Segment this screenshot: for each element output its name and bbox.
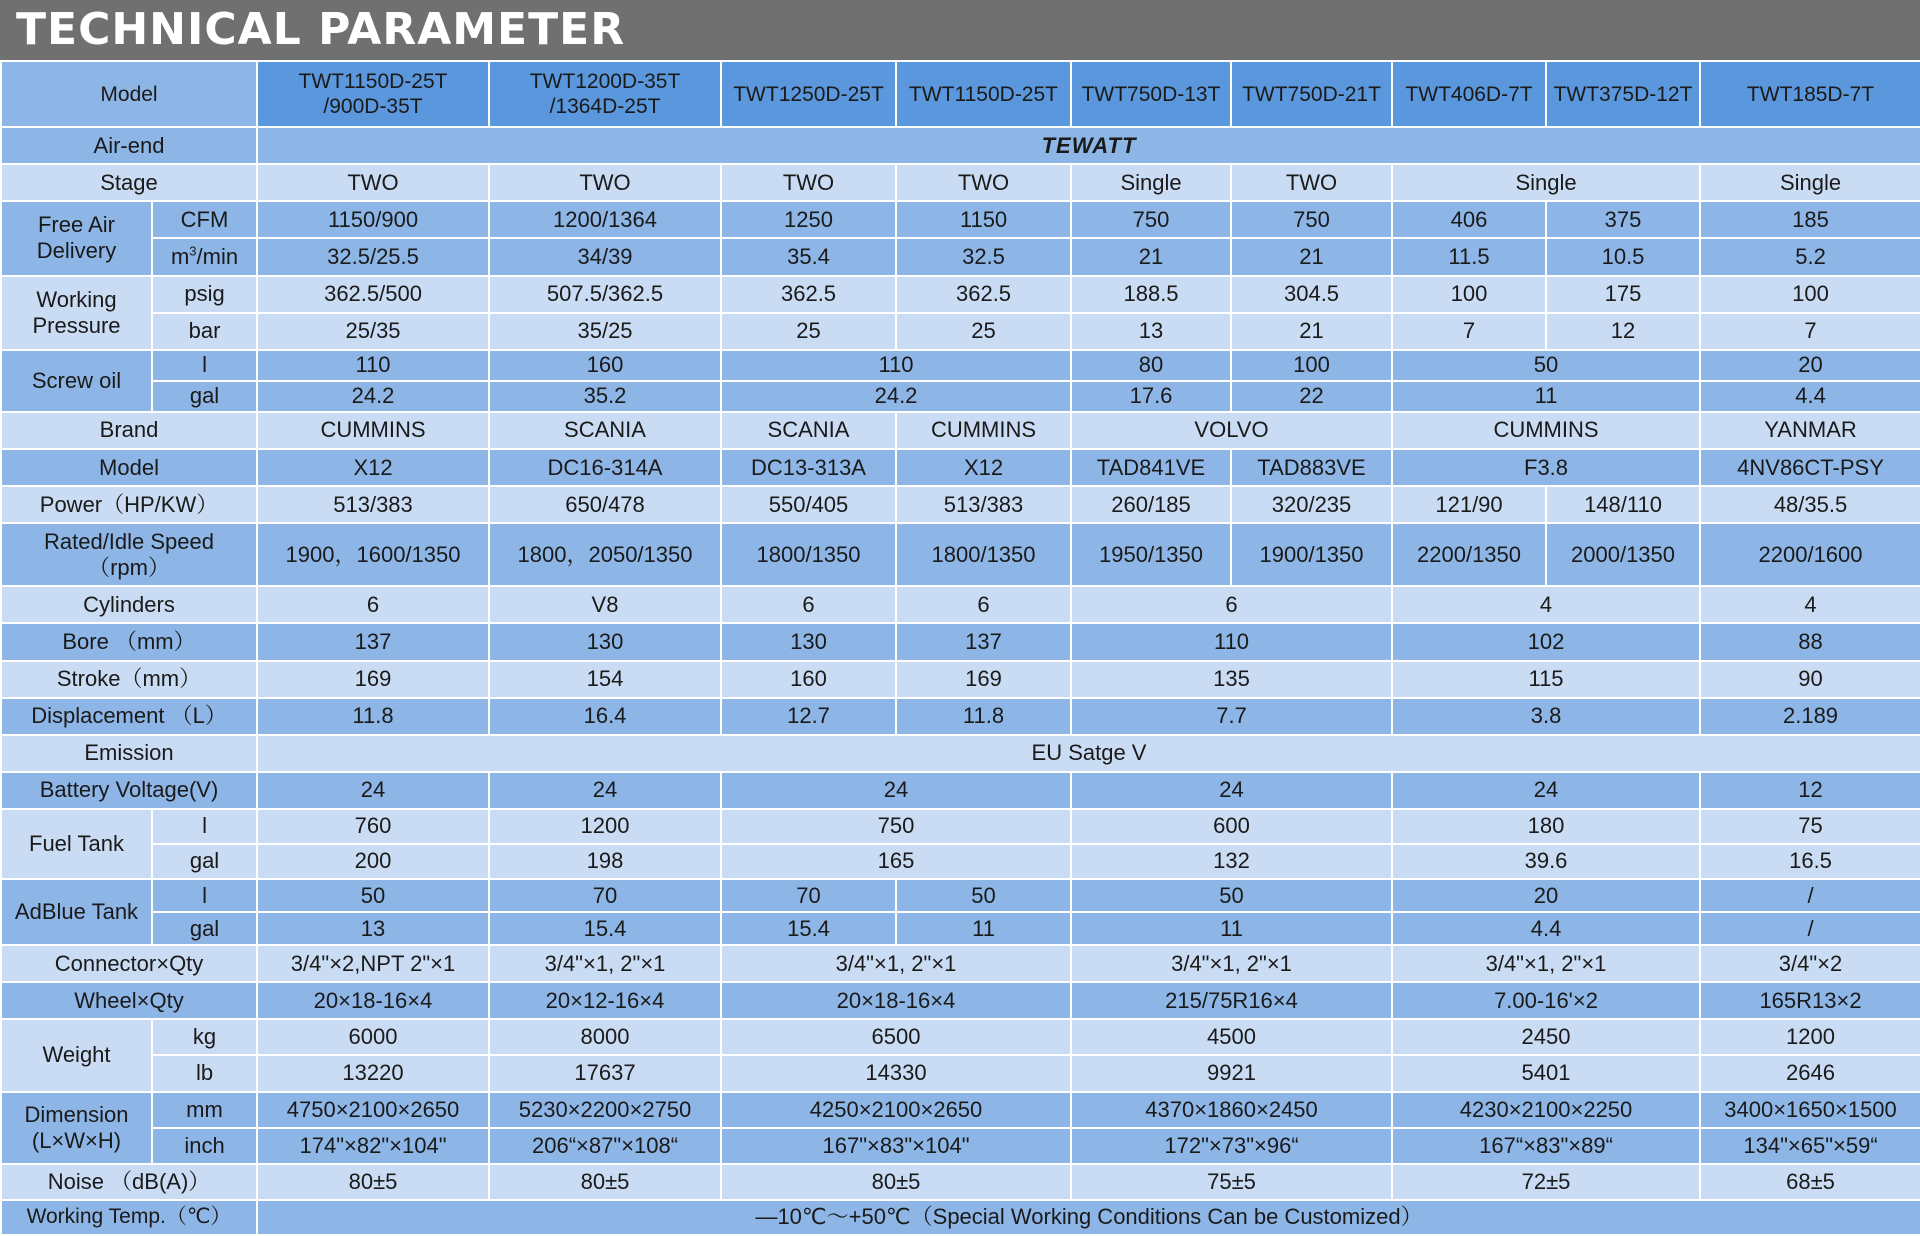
model-cell: TWT1250D-25T — [721, 61, 896, 127]
cell: 3/4"×1, 2"×1 — [721, 945, 1071, 982]
row-label: Wheel×Qty — [1, 982, 257, 1019]
cell: 20×12-16×4 — [489, 982, 721, 1019]
cell: 1250 — [721, 201, 896, 238]
cell: 760 — [257, 809, 489, 844]
cell: 4230×2100×2250 — [1392, 1092, 1700, 1128]
row-label: Fuel Tank — [1, 809, 152, 879]
cell: 1950/1350 — [1071, 523, 1231, 586]
model-cell: TWT375D-12T — [1546, 61, 1700, 127]
unit-tail: /min — [196, 243, 239, 269]
cell: 3/4"×2 — [1700, 945, 1920, 982]
cell: 5230×2200×2750 — [489, 1092, 721, 1128]
cell: 24 — [257, 772, 489, 809]
unit-label: CFM — [152, 201, 257, 238]
cell: 3400×1650×1500 — [1700, 1092, 1920, 1128]
cell: 48/35.5 — [1700, 486, 1920, 523]
cell: 20×18-16×4 — [721, 982, 1071, 1019]
fuel-gal-row — [1, 844, 1920, 879]
cell: 100 — [1231, 350, 1392, 381]
cell: Single — [1700, 164, 1920, 201]
cell: 406 — [1392, 201, 1546, 238]
row-label: Working Temp.（℃） — [1, 1200, 257, 1235]
adblue-gal-row — [1, 912, 1920, 945]
cell: TWO — [721, 164, 896, 201]
cell: 20×18-16×4 — [257, 982, 489, 1019]
dimension-inch-row — [1, 1128, 1920, 1164]
cell: 20 — [1392, 879, 1700, 912]
temp-row — [1, 1200, 1920, 1235]
cell: 102 — [1392, 623, 1700, 660]
cell: 4 — [1700, 586, 1920, 623]
cell: 130 — [489, 623, 721, 660]
weight-lb-row — [1, 1055, 1920, 1091]
cell: 11 — [1392, 381, 1700, 412]
cell: 50 — [1071, 879, 1392, 912]
unit-base: m — [170, 243, 190, 269]
cell: 32.5/25.5 — [257, 238, 489, 275]
cell: 6 — [1071, 586, 1392, 623]
cell: YANMAR — [1700, 412, 1920, 449]
cell: 100 — [1392, 276, 1546, 313]
weight-kg-row — [1, 1019, 1920, 1055]
cell: 750 — [1231, 201, 1392, 238]
row-label: Noise （dB(A)） — [1, 1164, 257, 1200]
row-label: Working Pressure — [1, 276, 152, 350]
cell: 7.7 — [1071, 698, 1392, 735]
row-label: Displacement （L） — [1, 698, 257, 735]
cell: 13 — [1071, 313, 1231, 350]
cell: 24 — [1392, 772, 1700, 809]
unit-label: mm — [152, 1092, 257, 1128]
row-label: Stroke（mm） — [1, 661, 257, 698]
cell: 160 — [489, 350, 721, 381]
cell: 110 — [257, 350, 489, 381]
cell: —10℃～+50℃（Special Working Conditions Can be Customized） — [257, 1200, 1920, 1235]
row-label: Model — [1, 449, 257, 486]
cell: 169 — [896, 661, 1071, 698]
unit-label: lb — [152, 1055, 257, 1091]
cell: 362.5/500 — [257, 276, 489, 313]
model-cell: TWT1200D-35T /1364D-25T — [489, 61, 721, 127]
oil-gal-row — [1, 381, 1920, 412]
cell: Single — [1392, 164, 1700, 201]
cell: 137 — [896, 623, 1071, 660]
cell: 2200/1600 — [1700, 523, 1920, 586]
model-cell: TWT750D-21T — [1231, 61, 1392, 127]
oil-l-row — [1, 350, 1920, 381]
row-label: Bore （mm） — [1, 623, 257, 660]
row-label: Screw oil — [1, 350, 152, 412]
bore-row — [1, 623, 1920, 660]
cell: 4250×2100×2650 — [721, 1092, 1071, 1128]
cell: 115 — [1392, 661, 1700, 698]
cell: 550/405 — [721, 486, 896, 523]
cell: 7 — [1392, 313, 1546, 350]
cell: 134"×65"×59“ — [1700, 1128, 1920, 1164]
cell: 600 — [1071, 809, 1392, 844]
cell: 4.4 — [1700, 381, 1920, 412]
cell: 167"×83"×104" — [721, 1128, 1071, 1164]
cell: 6 — [257, 586, 489, 623]
cell: 16.4 — [489, 698, 721, 735]
cell: 80±5 — [489, 1164, 721, 1200]
cell: 260/185 — [1071, 486, 1231, 523]
cell: 198 — [489, 844, 721, 879]
cell: 3/4"×2,NPT 2"×1 — [257, 945, 489, 982]
cell: 1200/1364 — [489, 201, 721, 238]
cell: 200 — [257, 844, 489, 879]
cell: 650/478 — [489, 486, 721, 523]
cell: 15.4 — [489, 912, 721, 945]
row-label: Cylinders — [1, 586, 257, 623]
cell: 68±5 — [1700, 1164, 1920, 1200]
cell: 13220 — [257, 1055, 489, 1091]
cell: 12.7 — [721, 698, 896, 735]
noise-row — [1, 1164, 1920, 1200]
cell: 12 — [1700, 772, 1920, 809]
speed-row — [1, 523, 1920, 586]
cell: 75 — [1700, 809, 1920, 844]
cell: 24 — [721, 772, 1071, 809]
cell: 24 — [489, 772, 721, 809]
cell: TWO — [1231, 164, 1392, 201]
cell: 137 — [257, 623, 489, 660]
cell: 35.2 — [489, 381, 721, 412]
cell: 11.5 — [1392, 238, 1546, 275]
cell: 507.5/362.5 — [489, 276, 721, 313]
cell: TWO — [896, 164, 1071, 201]
cell: 513/383 — [257, 486, 489, 523]
cell: V8 — [489, 586, 721, 623]
unit-superscript: 3 — [189, 243, 197, 259]
cell: 6000 — [257, 1019, 489, 1055]
cell: DC16-314A — [489, 449, 721, 486]
cell: 4750×2100×2650 — [257, 1092, 489, 1128]
cell: 132 — [1071, 844, 1392, 879]
cell: 15.4 — [721, 912, 896, 945]
cell: 35.4 — [721, 238, 896, 275]
cell: TWO — [257, 164, 489, 201]
cell: 188.5 — [1071, 276, 1231, 313]
cell: 175 — [1546, 276, 1700, 313]
cell: 1200 — [489, 809, 721, 844]
cell: 80 — [1071, 350, 1231, 381]
cell: 750 — [721, 809, 1071, 844]
cell: 2646 — [1700, 1055, 1920, 1091]
unit-label: gal — [152, 844, 257, 879]
cell: 513/383 — [896, 486, 1071, 523]
cell: / — [1700, 879, 1920, 912]
cell: 24 — [1071, 772, 1392, 809]
cell: 72±5 — [1392, 1164, 1700, 1200]
cell: 1900/1350 — [1231, 523, 1392, 586]
cell: 2200/1350 — [1392, 523, 1546, 586]
cell: 25 — [896, 313, 1071, 350]
engine-model-row — [1, 449, 1920, 486]
cell: 1150/900 — [257, 201, 489, 238]
cell: 165 — [721, 844, 1071, 879]
cell: 88 — [1700, 623, 1920, 660]
cell: 11.8 — [257, 698, 489, 735]
cell: 7 — [1700, 313, 1920, 350]
cell: 4.4 — [1392, 912, 1700, 945]
technical-parameter-table — [0, 60, 1920, 1236]
cell: 6 — [721, 586, 896, 623]
cell: CUMMINS — [1392, 412, 1700, 449]
cell: 14330 — [721, 1055, 1071, 1091]
cell: 17.6 — [1071, 381, 1231, 412]
cell: 160 — [721, 661, 896, 698]
row-label: Weight — [1, 1019, 152, 1091]
cell: SCANIA — [489, 412, 721, 449]
cell: TAD883VE — [1231, 449, 1392, 486]
cell: 6 — [896, 586, 1071, 623]
cell: TAD841VE — [1071, 449, 1231, 486]
cell: Single — [1071, 164, 1231, 201]
stage-row — [1, 164, 1920, 201]
row-label: Air-end — [1, 127, 257, 164]
cell: 21 — [1231, 238, 1392, 275]
cell: 11 — [1071, 912, 1392, 945]
cell: 17637 — [489, 1055, 721, 1091]
cell: 4500 — [1071, 1019, 1392, 1055]
unit-label: l — [152, 350, 257, 381]
cell: SCANIA — [721, 412, 896, 449]
cylinders-row — [1, 586, 1920, 623]
cell: 3/4"×1, 2"×1 — [489, 945, 721, 982]
cell: 100 — [1700, 276, 1920, 313]
cell: 1200 — [1700, 1019, 1920, 1055]
unit-label: l — [152, 879, 257, 912]
row-label: Brand — [1, 412, 257, 449]
cell: 320/235 — [1231, 486, 1392, 523]
cell: 110 — [721, 350, 1071, 381]
cell: EU Satge V — [257, 735, 1920, 772]
cell: 5401 — [1392, 1055, 1700, 1091]
cell: VOLVO — [1071, 412, 1392, 449]
displacement-row — [1, 698, 1920, 735]
cell: 9921 — [1071, 1055, 1392, 1091]
cell: 1800/1350 — [721, 523, 896, 586]
cell: 1800，2050/1350 — [489, 523, 721, 586]
cell: 21 — [1071, 238, 1231, 275]
page-title: TECHNICAL PARAMETER — [0, 0, 1920, 60]
model-cell: TWT750D-13T — [1071, 61, 1231, 127]
cell: 80±5 — [257, 1164, 489, 1200]
cell: 3/4"×1, 2"×1 — [1392, 945, 1700, 982]
row-label: Emission — [1, 735, 257, 772]
cell: 10.5 — [1546, 238, 1700, 275]
cell: 5.2 — [1700, 238, 1920, 275]
cell: 206“×87"×108“ — [489, 1128, 721, 1164]
cell: 80±5 — [721, 1164, 1071, 1200]
brand-row — [1, 412, 1920, 449]
unit-label: psig — [152, 276, 257, 313]
row-label: Battery Voltage(V) — [1, 772, 257, 809]
cell: 4370×1860×2450 — [1071, 1092, 1392, 1128]
wp-bar-row — [1, 313, 1920, 350]
cell: 35/25 — [489, 313, 721, 350]
model-cell: TWT406D-7T — [1392, 61, 1546, 127]
wp-psig-row — [1, 276, 1920, 313]
cell: 16.5 — [1700, 844, 1920, 879]
row-label: Power（HP/KW） — [1, 486, 257, 523]
row-label: Dimension (L×W×H) — [1, 1092, 152, 1164]
cell: CUMMINS — [896, 412, 1071, 449]
cell: 11.8 — [896, 698, 1071, 735]
row-label: Free Air Delivery — [1, 201, 152, 275]
adblue-l-row — [1, 879, 1920, 912]
cell: 24.2 — [721, 381, 1071, 412]
cell: 1900，1600/1350 — [257, 523, 489, 586]
power-row — [1, 486, 1920, 523]
cell: 50 — [896, 879, 1071, 912]
airend-row — [1, 127, 1920, 164]
cell: 70 — [489, 879, 721, 912]
cell: 3/4"×1, 2"×1 — [1071, 945, 1392, 982]
cell: 50 — [257, 879, 489, 912]
cell: 2.189 — [1700, 698, 1920, 735]
fad-m3-row — [1, 238, 1920, 275]
fad-cfm-row — [1, 201, 1920, 238]
cell: 4 — [1392, 586, 1700, 623]
cell: 1150 — [896, 201, 1071, 238]
connector-row — [1, 945, 1920, 982]
cell: / — [1700, 912, 1920, 945]
unit-label: kg — [152, 1019, 257, 1055]
cell: 34/39 — [489, 238, 721, 275]
emission-row — [1, 735, 1920, 772]
cell: 70 — [721, 879, 896, 912]
cell: 32.5 — [896, 238, 1071, 275]
cell: 165R13×2 — [1700, 982, 1920, 1019]
model-cell: TWT1150D-25T /900D-35T — [257, 61, 489, 127]
row-label: Rated/Idle Speed （rpm） — [1, 523, 257, 586]
cell: TWO — [489, 164, 721, 201]
cell: 750 — [1071, 201, 1231, 238]
cell: 362.5 — [721, 276, 896, 313]
row-label: AdBlue Tank — [1, 879, 152, 945]
cell: 167“×83"×89“ — [1392, 1128, 1700, 1164]
dimension-mm-row — [1, 1092, 1920, 1128]
cell: 180 — [1392, 809, 1700, 844]
cell: 154 — [489, 661, 721, 698]
cell: 39.6 — [1392, 844, 1700, 879]
cell: 25 — [721, 313, 896, 350]
row-label: Stage — [1, 164, 257, 201]
fuel-l-row — [1, 809, 1920, 844]
cell: 25/35 — [257, 313, 489, 350]
cell: 90 — [1700, 661, 1920, 698]
cell: 362.5 — [896, 276, 1071, 313]
cell: 24.2 — [257, 381, 489, 412]
cell: 148/110 — [1546, 486, 1700, 523]
unit-label: bar — [152, 313, 257, 350]
cell: 174"×82"×104" — [257, 1128, 489, 1164]
cell: CUMMINS — [257, 412, 489, 449]
unit-label: inch — [152, 1128, 257, 1164]
unit-label: gal — [152, 381, 257, 412]
cell: 169 — [257, 661, 489, 698]
cell: F3.8 — [1392, 449, 1700, 486]
cell: X12 — [896, 449, 1071, 486]
cell: 75±5 — [1071, 1164, 1392, 1200]
cell: 304.5 — [1231, 276, 1392, 313]
model-cell: TWT185D-7T — [1700, 61, 1920, 127]
cell: 6500 — [721, 1019, 1071, 1055]
airend-value: TEWATT — [257, 127, 1920, 164]
cell: 215/75R16×4 — [1071, 982, 1392, 1019]
cell: 135 — [1071, 661, 1392, 698]
cell: 21 — [1231, 313, 1392, 350]
cell: 121/90 — [1392, 486, 1546, 523]
unit-label: l — [152, 809, 257, 844]
stroke-row — [1, 661, 1920, 698]
cell: 130 — [721, 623, 896, 660]
cell: 1800/1350 — [896, 523, 1071, 586]
cell: 185 — [1700, 201, 1920, 238]
cell: X12 — [257, 449, 489, 486]
cell: 50 — [1392, 350, 1700, 381]
cell: 22 — [1231, 381, 1392, 412]
cell: 172"×73"×96“ — [1071, 1128, 1392, 1164]
unit-label — [152, 238, 257, 275]
cell: 12 — [1546, 313, 1700, 350]
cell: DC13-313A — [721, 449, 896, 486]
cell: 13 — [257, 912, 489, 945]
cell: 11 — [896, 912, 1071, 945]
cell: 8000 — [489, 1019, 721, 1055]
cell: 375 — [1546, 201, 1700, 238]
battery-row — [1, 772, 1920, 809]
row-label: Connector×Qty — [1, 945, 257, 982]
cell: 20 — [1700, 350, 1920, 381]
unit-label: gal — [152, 912, 257, 945]
row-label: Model — [1, 61, 257, 127]
cell: 2000/1350 — [1546, 523, 1700, 586]
cell: 4NV86CT-PSY — [1700, 449, 1920, 486]
model-cell: TWT1150D-25T — [896, 61, 1071, 127]
wheel-row — [1, 982, 1920, 1019]
cell: 3.8 — [1392, 698, 1700, 735]
cell: 110 — [1071, 623, 1392, 660]
model-header-row — [1, 61, 1920, 127]
cell: 7.00-16'×2 — [1392, 982, 1700, 1019]
cell: 2450 — [1392, 1019, 1700, 1055]
